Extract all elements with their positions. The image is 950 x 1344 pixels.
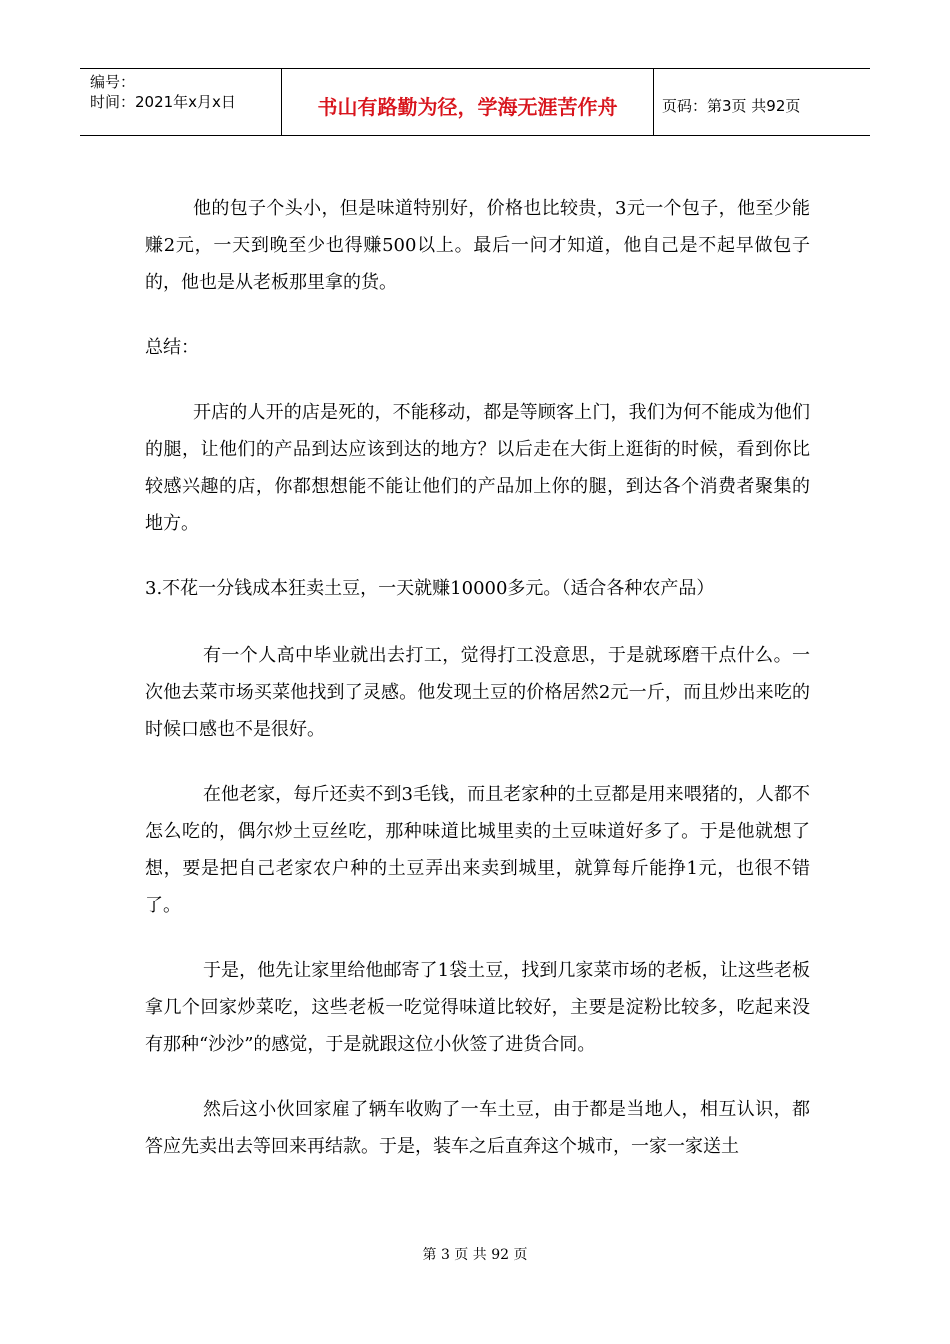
paragraph-potato-idea: 有一个人高中毕业就出去打工，觉得打工没意思，于是就琢磨干点什么。一次他去菜市场买菜他找到了灵感。他发现土豆的价格居然2元一斤，而且炒出来吃的时候口感也不是很好。	[145, 645, 810, 740]
paragraph-delivery: 然后这小伙回家雇了辆车收购了一车土豆，由于都是当地人，相互认识，都答应先卖出去等回来再结款。于是，装车之后直奔这个城市，一家一家送土	[145, 1099, 810, 1157]
header-motto: 书山有路勤为径，学海无涯苦作舟	[282, 69, 654, 135]
paragraph-contract: 于是，他先让家里给他邮寄了1袋土豆，找到几家菜市场的老板，让这些老板拿几个回家炒菜吃，这些老板一吃觉得味道比较好，主要是淀粉比较多，吃起来没有那种“沙沙”的感觉，于是就跟这位小伙签了进货合同。	[145, 960, 810, 1055]
document-body	[145, 190, 810, 1165]
section-heading-potatoes: 3.不花一分钱成本狂卖土豆，一天就赚10000多元。（适合各种农产品）	[145, 578, 715, 599]
header-meta-cell	[80, 69, 282, 135]
document-number-label: 编号：	[90, 73, 136, 91]
document-time-label: 时间：2021年x月x日	[90, 93, 236, 111]
section-summary-heading: 总结：	[145, 337, 199, 358]
paragraph-hometown: 在他老家，每斤还卖不到3毛钱，而且老家种的土豆都是用来喂猪的，人都不怎么吃的，偶尔炒土豆丝吃，那种味道比城里卖的土豆味道好多了。于是他就想了想，要是把自己老家农户种的土豆弄出来卖到城里，就算每斤能挣1元，也很不错了。	[145, 784, 810, 916]
page-header	[80, 68, 870, 136]
paragraph-baozi: 他的包子个头小，但是味道特别好，价格也比较贵，3元一个包子，他至少能赚2元，一天到晚至少也得赚500以上。最后一问才知道，他自己是不起早做包子的，他也是从老板那里拿的货。	[145, 198, 810, 293]
header-page-label: 页码：第3页 共92页	[662, 96, 801, 115]
page-footer: 第 3 页 共 92 页	[422, 1247, 528, 1263]
paragraph-summary: 开店的人开的店是死的，不能移动，都是等顾客上门，我们为何不能成为他们的腿，让他们的产品到达应该到达的地方？以后走在大街上逛街的时候，看到你比较感兴趣的店，你都想想能不能让他们的产品加上你的腿，到达各个消费者聚集的地方。	[145, 402, 810, 534]
